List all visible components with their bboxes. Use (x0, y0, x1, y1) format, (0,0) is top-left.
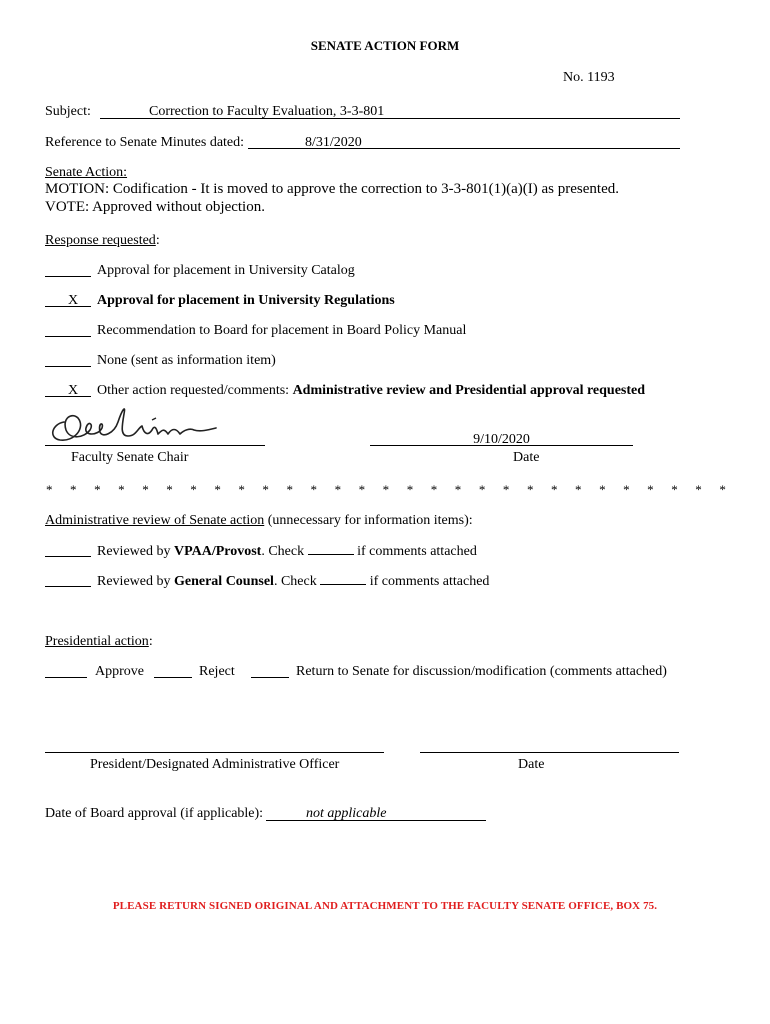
vpaa-blank (45, 556, 91, 557)
star-separator: * * * * * * * * * * * * * * * * * * * * * * * * * * * * * (46, 482, 726, 497)
return-label: Return to Senate for discussion/modification (comments attached) (296, 664, 667, 679)
chair-date-label: Date (513, 450, 540, 465)
reject-label: Reject (199, 664, 235, 679)
counsel-blank (45, 586, 91, 587)
response-blank-4 (45, 366, 91, 367)
admin-review-heading-label: Administrative review of Senate action (45, 513, 265, 528)
response-item-1: Approval for placement in University Catalog (97, 263, 355, 278)
vpaa-post: . Check (261, 544, 305, 559)
vpaa-pre: Reviewed by (97, 544, 174, 559)
form-number: No. 1193 (563, 70, 615, 85)
response-item-5-text: Other action requested/comments: (97, 383, 293, 398)
return-blank (251, 677, 289, 678)
counsel-comments-blank (320, 573, 366, 585)
vpaa-comments-blank (308, 543, 354, 555)
chair-date-value: 9/10/2020 (473, 432, 530, 447)
counsel-row (97, 573, 489, 590)
subject-label: Subject: (45, 104, 91, 119)
counsel-tail: if comments attached (369, 574, 490, 589)
admin-review-heading (45, 513, 473, 529)
response-heading (45, 233, 160, 249)
presidential-heading-colon: : (148, 634, 153, 649)
president-officer-label: President/Designated Administrative Officer (90, 757, 340, 772)
board-approval-value: not applicable (306, 806, 387, 821)
admin-review-heading-note: (unnecessary for information items): (264, 513, 473, 528)
response-mark-2: X (68, 293, 79, 308)
counsel-post: . Check (273, 574, 317, 589)
chair-label: Faculty Senate Chair (71, 450, 189, 465)
president-date-label: Date (518, 757, 545, 772)
senate-action-label: Senate Action: (45, 165, 128, 180)
return-instructions: PLEASE RETURN SIGNED ORIGINAL AND ATTACHMENT TO THE FACULTY SENATE OFFICE, BOX 75. (112, 900, 658, 912)
response-item-2: Approval for placement in University Regulations (97, 293, 395, 308)
vote-text: VOTE: Approved without objection. (45, 199, 265, 215)
presidential-heading-label: Presidential action (45, 634, 149, 649)
approve-blank (45, 677, 87, 678)
president-date-line (420, 752, 679, 753)
counsel-label: General Counsel (173, 574, 274, 589)
response-item-5 (97, 383, 645, 399)
response-heading-label: Response requested (45, 233, 156, 248)
response-mark-5: X (68, 383, 79, 398)
response-item-5-bold: Administrative review and Presidential approval requested (292, 383, 646, 398)
reference-date: 8/31/2020 (305, 135, 362, 150)
chair-signature-line (45, 445, 265, 446)
presidential-heading (45, 634, 153, 650)
response-blank-1 (45, 276, 91, 277)
president-signature-line (45, 752, 384, 753)
reference-label: Reference to Senate Minutes dated: (45, 135, 245, 150)
form-title: SENATE ACTION FORM (310, 38, 460, 53)
motion-text: MOTION: Codification - It is moved to approve the correction to 3-3-801(1)(a)(I) as presented. (45, 181, 619, 197)
vpaa-label: VPAA/Provost (173, 544, 262, 559)
vpaa-tail: if comments attached (357, 544, 477, 559)
chair-signature-image (44, 400, 224, 446)
response-blank-3 (45, 336, 91, 337)
response-item-4: None (sent as information item) (97, 353, 276, 368)
approve-label: Approve (95, 664, 144, 679)
response-heading-colon: : (155, 233, 160, 248)
subject-value: Correction to Faculty Evaluation, 3-3-801 (149, 104, 385, 119)
reject-blank (154, 677, 192, 678)
counsel-pre: Reviewed by (97, 574, 174, 589)
response-item-3: Recommendation to Board for placement in Board Policy Manual (97, 323, 467, 338)
vpaa-row (97, 543, 477, 560)
board-approval-label: Date of Board approval (if applicable): (45, 806, 264, 821)
